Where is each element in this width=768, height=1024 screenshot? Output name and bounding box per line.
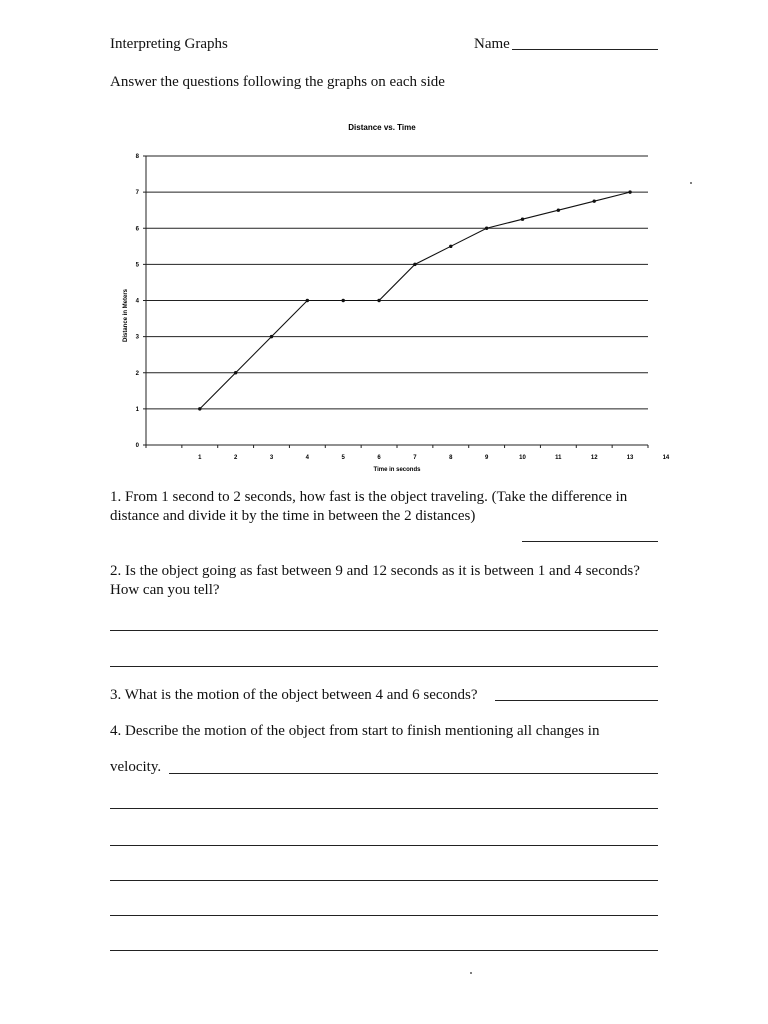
data-point: [628, 190, 631, 193]
worksheet-title: Interpreting Graphs: [110, 36, 228, 52]
x-tick-label: 3: [269, 455, 274, 461]
question-3: 3. What is the motion of the object between 4 and 6 seconds?: [110, 687, 478, 703]
answer-line-q4-3[interactable]: [110, 845, 658, 846]
x-tick-label: 9: [484, 455, 489, 461]
y-tick-label: 8: [135, 154, 139, 160]
answer-line-q4-5[interactable]: [110, 915, 658, 916]
data-point: [593, 199, 596, 202]
x-tick-label: 6: [377, 455, 381, 461]
y-tick-label: 3: [135, 334, 139, 341]
y-axis-label: Distance in Meters: [123, 288, 129, 343]
y-tick-label: 6: [135, 226, 139, 233]
question-1: 1. From 1 second to 2 seconds, how fast is the object traveling. (Take the difference in distance and divide it by the time in between the 2 distances): [110, 489, 628, 524]
y-tick-label: 1: [135, 406, 139, 413]
x-tick-label: 4: [305, 455, 310, 461]
data-point: [270, 335, 273, 338]
data-point: [198, 407, 201, 410]
y-tick-label: 0: [135, 443, 139, 449]
x-tick-label: 5: [341, 455, 345, 461]
chart-title: Distance vs. Time: [348, 123, 416, 132]
x-tick-label: 14: [662, 455, 670, 461]
x-tick-label: 13: [626, 455, 634, 461]
distance-time-chart: [110, 116, 670, 482]
x-tick-label: 1: [198, 455, 202, 461]
x-tick-label: 8: [449, 455, 453, 461]
y-tick-label: 7: [135, 190, 139, 197]
data-point: [377, 299, 380, 302]
answer-line-q1[interactable]: [522, 541, 658, 542]
answer-line-q2-1[interactable]: [110, 630, 658, 631]
question-2: 2. Is the object going as fast between 9 and 12 seconds as it is between 1 and 4 seconds? How can you tell?: [110, 563, 640, 598]
data-point: [234, 371, 237, 374]
data-point: [413, 263, 416, 266]
data-point: [449, 245, 452, 248]
question-4: 4. Describe the motion of the object from start to finish mentioning all changes in: [110, 723, 600, 739]
answer-line-q4-2[interactable]: [110, 808, 658, 809]
answer-line-q4-6[interactable]: [110, 950, 658, 951]
x-tick-label: 7: [413, 455, 417, 461]
data-point: [342, 299, 345, 302]
scan-speck: [690, 182, 692, 184]
data-point: [521, 218, 524, 221]
answer-line-q4-1[interactable]: [169, 773, 658, 774]
data-point: [485, 227, 488, 230]
y-tick-label: 5: [135, 262, 139, 269]
question-4-velocity: velocity.: [110, 759, 162, 775]
x-axis-label: Time in seconds: [373, 467, 421, 473]
scan-speck: [470, 972, 472, 974]
x-tick-label: 12: [590, 455, 598, 461]
answer-line-q4-4[interactable]: [110, 880, 658, 881]
data-point: [306, 299, 309, 302]
x-tick-label: 10: [519, 455, 526, 461]
data-point: [557, 208, 560, 211]
name-answer-line[interactable]: [512, 49, 658, 50]
answer-line-q2-2[interactable]: [110, 666, 658, 667]
instructions-text: Answer the questions following the graphs on each side: [110, 74, 445, 90]
x-tick-label: 2: [233, 455, 238, 461]
y-tick-label: 2: [135, 370, 139, 377]
x-tick-label: 11: [555, 455, 562, 461]
name-label: Name: [474, 36, 510, 52]
answer-line-q3[interactable]: [495, 700, 658, 701]
chart-svg: [110, 116, 670, 482]
y-tick-label: 4: [135, 298, 139, 305]
